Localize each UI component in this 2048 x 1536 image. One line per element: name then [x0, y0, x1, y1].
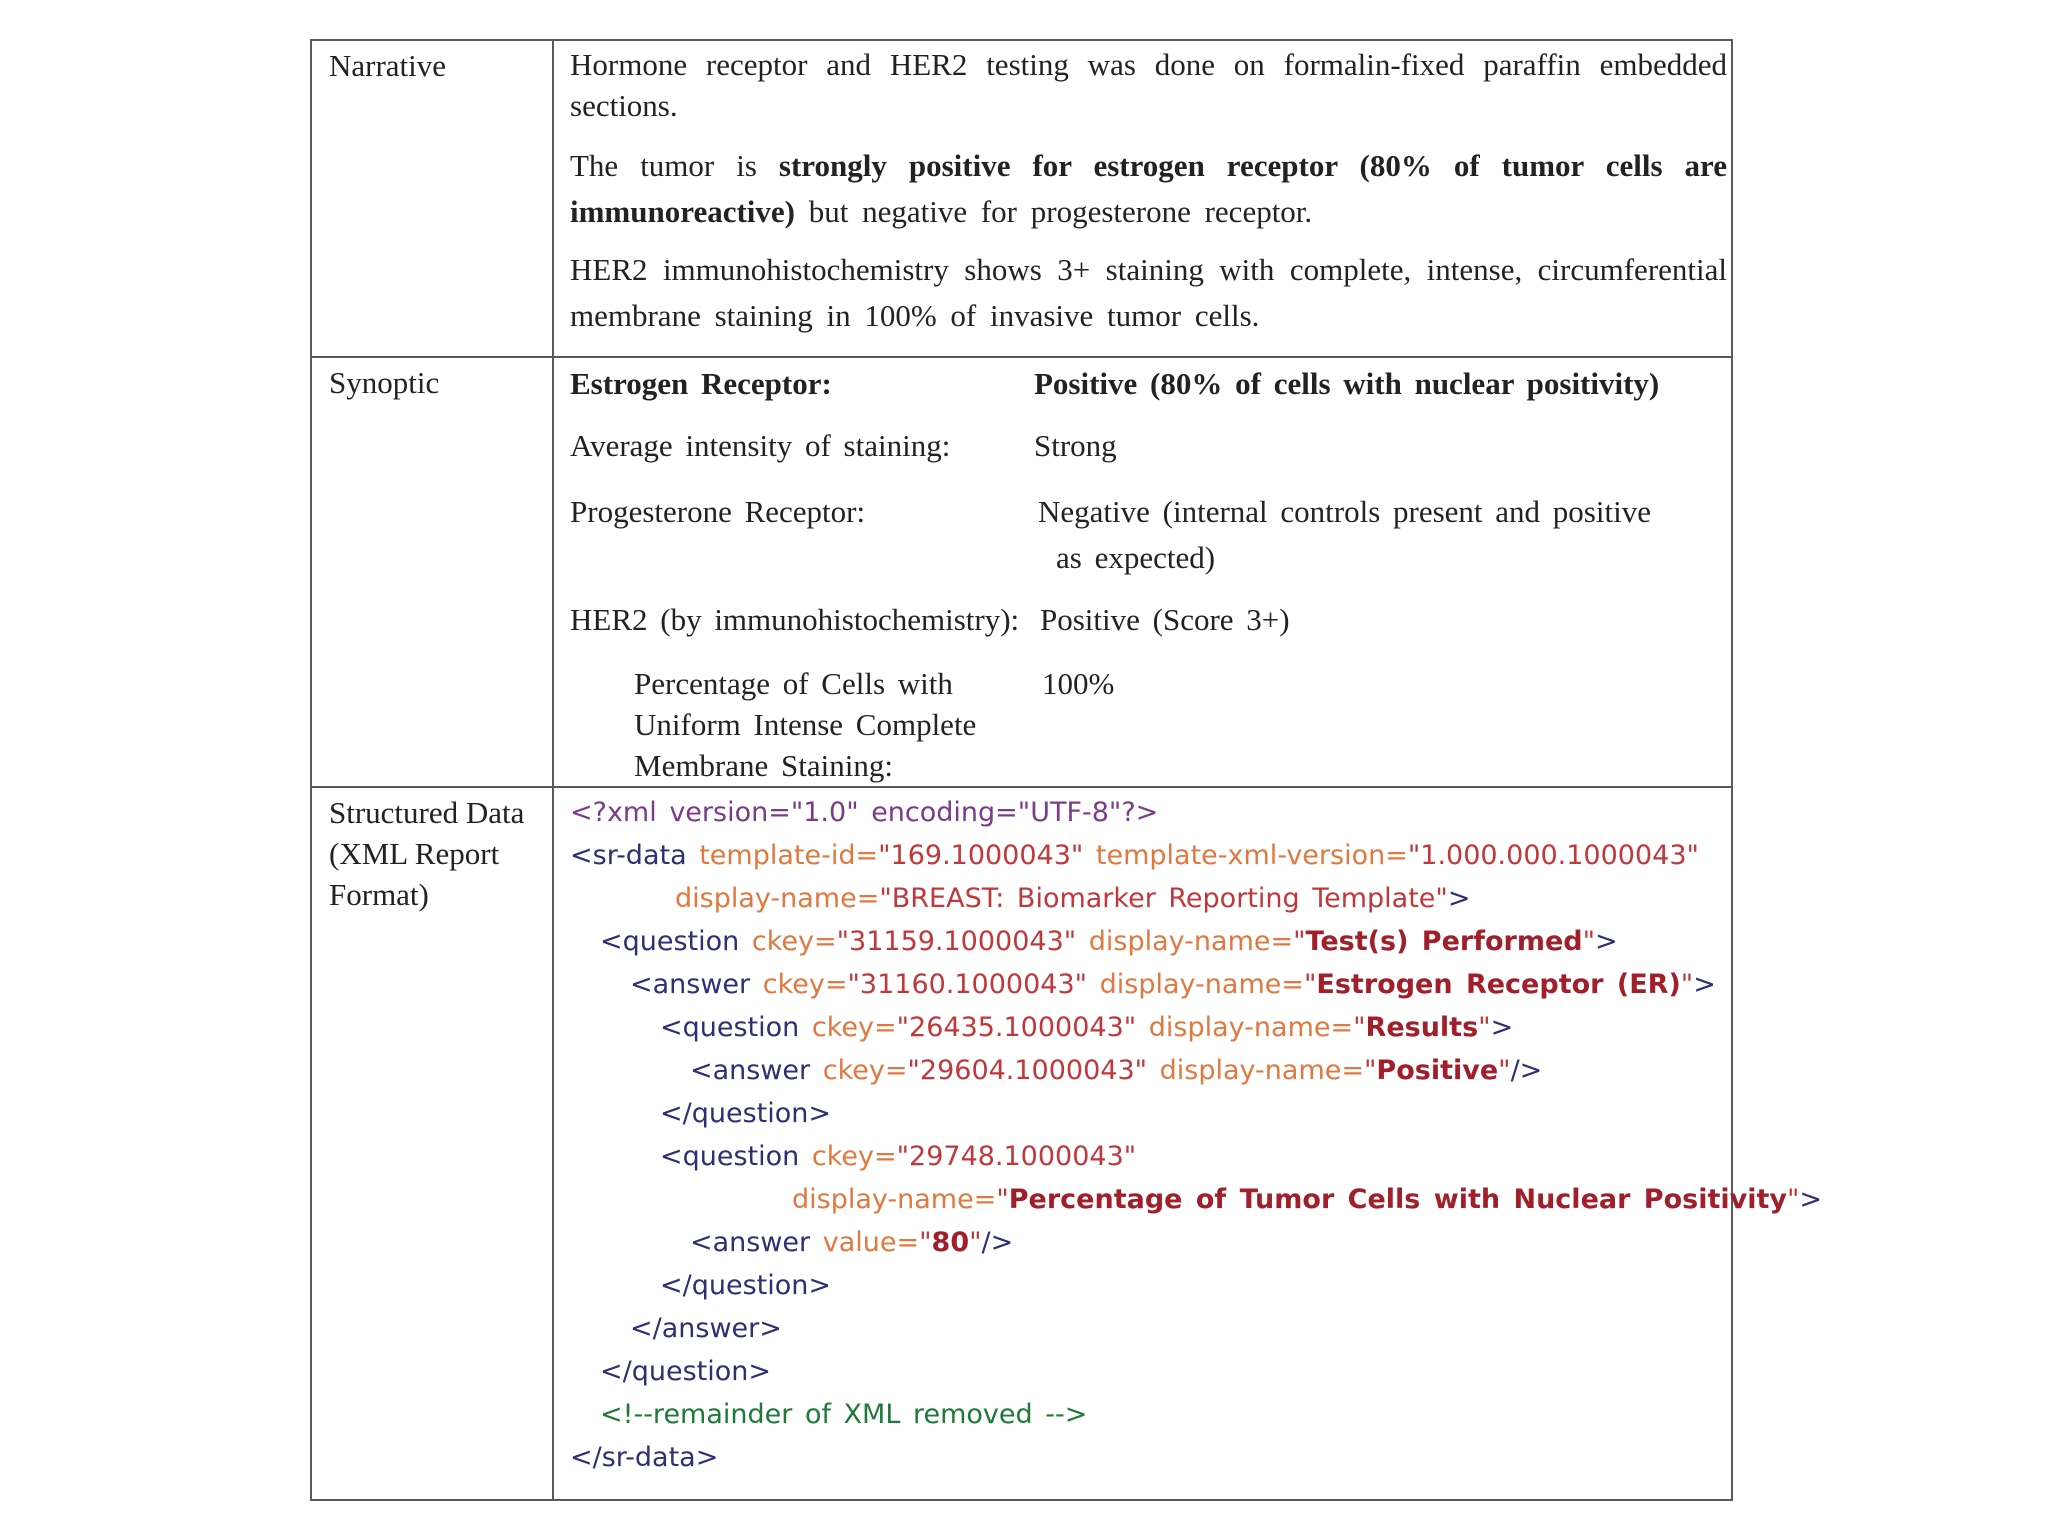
xml-attr-display-name: display-name= [1099, 969, 1304, 1000]
xml-val-ckey: "31160.1000043" [847, 969, 1088, 1000]
report-comparison-table [310, 39, 1823, 1501]
xml-declaration: <?xml version="1.0" encoding="UTF-8"?> [570, 797, 1159, 828]
xml-line-sr-open [570, 834, 1731, 877]
xml-attr-ckey: ckey= [822, 1055, 908, 1086]
xml-attr-value: value= [822, 1227, 920, 1258]
xml-attr-ckey: ckey= [811, 1012, 897, 1043]
pr-value-line-1: Negative (internal controls present and positive [1038, 494, 1651, 529]
xml-quote: " [1303, 969, 1317, 1000]
xml-val-ckey: "26435.1000043" [896, 1012, 1137, 1043]
narrative-label-cell [311, 40, 553, 357]
xml-quote: " [1293, 926, 1306, 957]
narrative-row [311, 40, 1732, 357]
xml-attr-display-name: display-name= [675, 883, 880, 914]
xml-quote: " [1787, 1184, 1800, 1215]
xml-quote: " [1680, 969, 1694, 1000]
xml-quote: " [996, 1184, 1009, 1215]
xml-attr-display-name: display-name= [792, 1184, 997, 1215]
synoptic-percentage-row [570, 663, 1723, 786]
xml-val-ckey: "29748.1000043" [896, 1141, 1137, 1172]
xml-question-close: </question> [660, 1098, 831, 1129]
intensity-value: Strong [1034, 428, 1117, 463]
xml-line-answer-1 [570, 963, 1731, 1006]
xml-gt: > [1595, 926, 1618, 957]
er-label: Estrogen Receptor: [570, 366, 832, 401]
xml-line-answer-2 [570, 1049, 1731, 1092]
xml-line-question-3-display [570, 1178, 1823, 1221]
narrative-content-cell [553, 40, 1732, 357]
xml-attr-display-name: display-name= [1148, 1012, 1354, 1043]
synoptic-intensity-row [570, 423, 1723, 469]
xml-question-close: </question> [600, 1356, 771, 1387]
xml-line-question-2 [570, 1006, 1731, 1049]
xml-line-question-close-3 [570, 1350, 1731, 1393]
xml-quote: " [1498, 1055, 1511, 1086]
xml-quote: " [1363, 1055, 1377, 1086]
xml-line-question-close-1 [570, 1092, 1731, 1135]
xml-line-question-1 [570, 920, 1731, 963]
xml-self-close: /> [1510, 1055, 1543, 1086]
xml-quote: " [969, 1227, 982, 1258]
structured-label-line-3: Format) [329, 877, 429, 912]
xml-val-ckey: "29604.1000043" [907, 1055, 1148, 1086]
xml-gt: > [1693, 969, 1716, 1000]
percentage-value: 100% [1042, 666, 1115, 701]
narrative-paragraph-2 [570, 143, 1727, 235]
structured-label-cell [311, 787, 553, 1500]
xml-val-display-name: Percentage of Tumor Cells with Nuclear Positivity [1008, 1184, 1787, 1215]
narrative-paragraph-3: HER2 immunohistochemistry shows 3+ staining with complete, intense, circumferential membrane staining in 100% of invasive tumor cells. [570, 252, 1727, 333]
xml-quote: " [1478, 1012, 1491, 1043]
xml-line-answer-3 [570, 1221, 1731, 1264]
xml-attr-template-xml-version: template-xml-version= [1095, 840, 1408, 871]
pr-label: Progesterone Receptor: [570, 494, 866, 529]
xml-question-open: <question [600, 926, 740, 957]
synoptic-label-cell [311, 357, 553, 787]
xml-line-declaration [570, 791, 1731, 834]
xml-val-template-xml-version: "1.000.000.1000043" [1407, 840, 1699, 871]
percentage-label-line-1: Percentage of Cells with [634, 666, 953, 701]
xml-answer-open: <answer [690, 1227, 811, 1258]
er-value: Positive (80% of cells with nuclear positivity) [1034, 366, 1660, 401]
xml-gt: > [1490, 1012, 1514, 1043]
xml-line-sr-display [570, 877, 1731, 920]
synoptic-label: Synoptic [329, 365, 440, 400]
intensity-label: Average intensity of staining: [570, 428, 951, 463]
xml-val-display-name: Results [1365, 1012, 1479, 1043]
xml-quote: " [919, 1227, 932, 1258]
xml-val-sr-display-name: "BREAST: Biomarker Reporting Template" [879, 883, 1448, 914]
synoptic-content-cell [553, 357, 1732, 787]
xml-val-value: 80 [931, 1227, 970, 1258]
structured-label-line-1: Structured Data [329, 795, 525, 830]
structured-label-line-2: (XML Report [329, 836, 500, 871]
her2-label: HER2 (by immunohistochemistry): [570, 602, 1020, 637]
structured-data-row [311, 787, 1732, 1500]
xml-self-close: /> [981, 1227, 1014, 1258]
narrative-p2-post: but negative for progesterone receptor. [794, 194, 1313, 229]
xml-line-answer-close [570, 1307, 1731, 1350]
xml-answer-close: </answer> [630, 1313, 782, 1344]
synoptic-her2-row [570, 597, 1723, 643]
xml-comment: <!--remainder of XML removed --> [600, 1399, 1088, 1430]
xml-question-open: <question [660, 1141, 800, 1172]
pr-value-line-2: as expected) [1056, 540, 1216, 575]
percentage-label-line-3: Membrane Staining: [634, 748, 893, 783]
xml-attr-ckey: ckey= [762, 969, 848, 1000]
synoptic-row [311, 357, 1732, 787]
xml-gt: > [1799, 1184, 1823, 1215]
xml-quote: " [1353, 1012, 1366, 1043]
xml-attr-template-id: template-id= [699, 840, 879, 871]
xml-line-sr-close [570, 1436, 1731, 1479]
xml-val-template-id: "169.1000043" [878, 840, 1084, 871]
xml-attr-display-name: display-name= [1159, 1055, 1364, 1086]
xml-line-question-close-2 [570, 1264, 1731, 1307]
xml-code-cell [553, 787, 1823, 1500]
xml-answer-open: <answer [630, 969, 751, 1000]
xml-attr-display-name: display-name= [1088, 926, 1294, 957]
narrative-label: Narrative [329, 48, 447, 83]
xml-question-close: </question> [660, 1270, 831, 1301]
synoptic-er-row [570, 361, 1723, 407]
xml-sr-open-tag: <sr-data [570, 840, 687, 871]
xml-gt: > [1447, 883, 1471, 914]
xml-val-ckey: "31159.1000043" [836, 926, 1077, 957]
xml-val-display-name: Estrogen Receptor (ER) [1316, 969, 1681, 1000]
xml-answer-open: <answer [690, 1055, 811, 1086]
xml-line-question-3 [570, 1135, 1731, 1178]
pr-value [1038, 489, 1723, 581]
xml-quote: " [1582, 926, 1596, 957]
percentage-label-line-2: Uniform Intense Complete [634, 707, 977, 742]
narrative-paragraph-1: Hormone receptor and HER2 testing was done on formalin-fixed paraffin embedded sections. [570, 47, 1727, 123]
narrative-p2-bold: strongly positive for estrogen receptor (80% of tumor cells are immunoreactive) [570, 148, 1727, 229]
xml-val-display-name: Positive [1376, 1055, 1499, 1086]
xml-line-comment [570, 1393, 1731, 1436]
xml-sr-close-tag: </sr-data> [570, 1442, 719, 1473]
narrative-p2-pre: The tumor is [570, 148, 779, 183]
synoptic-pr-row [570, 489, 1723, 581]
xml-question-open: <question [660, 1012, 800, 1043]
her2-value: Positive (Score 3+) [1040, 602, 1290, 637]
percentage-label [570, 663, 1054, 786]
xml-val-display-name: Test(s) Performed [1305, 926, 1583, 957]
xml-attr-ckey: ckey= [811, 1141, 897, 1172]
xml-attr-ckey: ckey= [751, 926, 837, 957]
